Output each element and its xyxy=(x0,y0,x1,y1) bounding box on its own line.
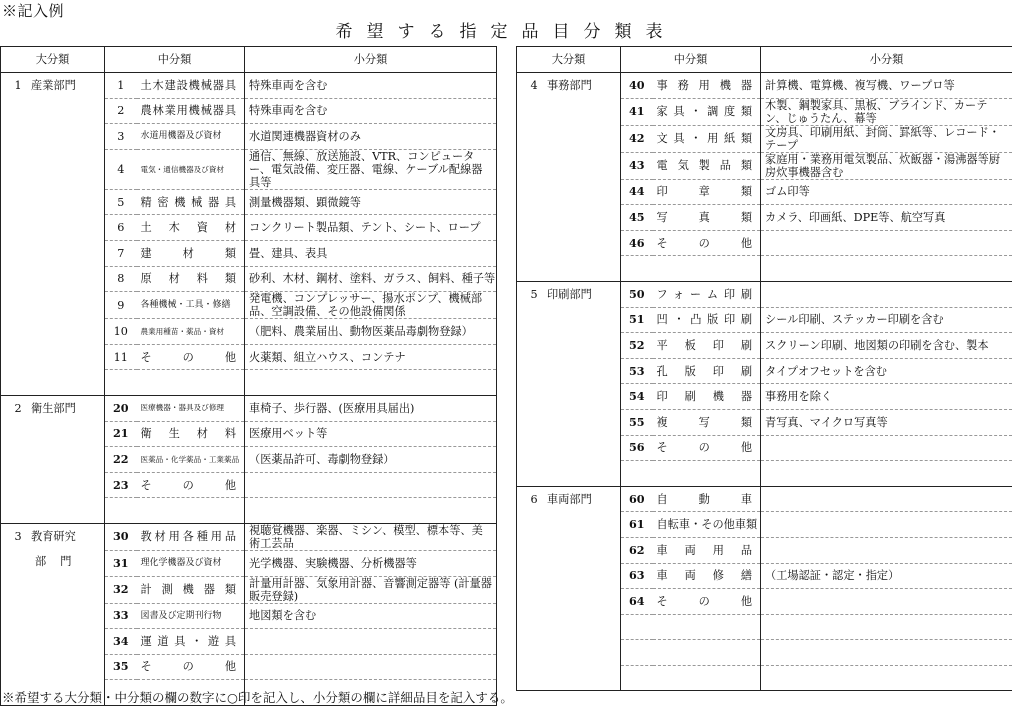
mid-category-number: 42 xyxy=(621,125,653,152)
sub-category-detail: 火薬類、組立ハウス、コンテナ xyxy=(245,344,497,370)
big-category-cell xyxy=(517,486,621,691)
mid-category-number: 45 xyxy=(621,205,653,231)
sub-category-detail xyxy=(761,435,1012,461)
mid-category-label: 電気・通信機器及び資材 xyxy=(141,165,241,175)
mid-category-name xyxy=(137,472,245,498)
mid-category-number: 61 xyxy=(621,512,653,538)
sub-category-detail: 地図類を含む xyxy=(245,603,497,629)
mid-category-name xyxy=(137,189,245,215)
mid-category-number xyxy=(105,498,137,524)
mid-category-name xyxy=(137,550,245,576)
big-category-number: 4 xyxy=(521,79,547,92)
mid-category-name xyxy=(653,333,761,359)
mid-category-label: 計測機器類 xyxy=(141,583,241,596)
sub-category-detail xyxy=(761,281,1012,307)
mid-category-label: 精密機械器具 xyxy=(141,196,241,209)
mid-category-number: 31 xyxy=(105,550,137,576)
mid-category-name xyxy=(653,205,761,231)
mid-category-number: 53 xyxy=(621,358,653,384)
mid-category-number: 41 xyxy=(621,98,653,125)
sub-category-detail: 家庭用・業務用電気製品、炊飯器・湯沸器等厨房炊事機器含む xyxy=(761,152,1012,179)
sub-category-detail xyxy=(761,665,1012,691)
sub-category-detail xyxy=(245,498,497,524)
mid-category-name xyxy=(653,409,761,435)
sub-category-detail xyxy=(761,537,1012,563)
big-category-name: 車両部門 xyxy=(547,493,592,506)
mid-category-name xyxy=(653,281,761,307)
mid-category-number: 34 xyxy=(105,629,137,655)
big-category-number: 6 xyxy=(521,493,547,506)
big-category-name-line2: 部門 xyxy=(5,555,100,568)
mid-category-number: 56 xyxy=(621,435,653,461)
mid-category-name xyxy=(137,576,245,603)
sub-category-detail: 特殊車両を含む xyxy=(245,98,497,124)
mid-category-label: 農業用種苗・薬品・資材 xyxy=(141,327,241,337)
mid-category-name xyxy=(653,589,761,615)
mid-category-number: 40 xyxy=(621,73,653,99)
mid-category-name xyxy=(137,523,245,550)
mid-category-label: 図書及び定期刊行物 xyxy=(141,611,241,621)
mid-category-label: 印刷機器 xyxy=(657,390,757,403)
sub-category-detail: スクリーン印刷、地図類の印刷を含む、製本 xyxy=(761,333,1012,359)
mid-category-number: 6 xyxy=(105,215,137,241)
sub-category-detail: 計量用計器、気象用計器、音響測定器等 (計量器販売登録) xyxy=(245,576,497,603)
mid-category-number: 55 xyxy=(621,409,653,435)
mid-category-number xyxy=(621,461,653,487)
mid-category-name xyxy=(137,603,245,629)
sub-category-detail: シール印刷、ステッカー印刷を含む xyxy=(761,307,1012,333)
mid-category-label: その他 xyxy=(141,660,241,673)
mid-category-label: フォーム印刷 xyxy=(657,288,757,301)
mid-category-name xyxy=(137,498,245,524)
sub-category-detail: 畳、建具、表具 xyxy=(245,240,497,266)
sub-category-detail xyxy=(761,614,1012,640)
classification-table-left xyxy=(0,46,497,706)
mid-category-label: 自転車・その他車類 xyxy=(657,518,758,531)
sub-category-detail: 医療用ベット等 xyxy=(245,421,497,447)
big-category-cell xyxy=(517,281,621,486)
mid-category-number: 33 xyxy=(105,603,137,629)
table-row xyxy=(1,395,497,421)
mid-category-number: 11 xyxy=(105,344,137,370)
mid-category-name xyxy=(653,98,761,125)
mid-category-name xyxy=(653,435,761,461)
mid-category-name xyxy=(653,125,761,152)
mid-category-number: 43 xyxy=(621,152,653,179)
table-row xyxy=(1,523,497,550)
page-title: 希望する指定品目分類表 xyxy=(0,17,1012,42)
sub-category-detail: 砂利、木材、鋼材、塗料、ガラス、飼料、種子等 xyxy=(245,266,497,292)
footnote: ※希望する大分類・中分類の欄の数字に○印を記入し、小分類の欄に詳細品目を記入する。 xyxy=(2,688,513,706)
mid-category-label: 凹・凸版印刷 xyxy=(657,313,757,326)
sub-category-detail: 計算機、電算機、複写機、ワープロ等 xyxy=(761,73,1012,99)
table-row xyxy=(1,73,497,99)
mid-category-number: 30 xyxy=(105,523,137,550)
sub-category-detail: （医薬品許可、毒劇物登録） xyxy=(245,447,497,473)
sub-category-detail xyxy=(761,486,1012,512)
sub-category-detail: カメラ、印画紙、DPE等、航空写真 xyxy=(761,205,1012,231)
big-category-name: 衛生部門 xyxy=(31,402,76,415)
sub-category-detail xyxy=(245,472,497,498)
big-category-number: 5 xyxy=(521,288,547,301)
mid-category-label: 複写類 xyxy=(657,416,757,429)
mid-category-number: 22 xyxy=(105,447,137,473)
mid-category-label: 原材料類 xyxy=(141,272,241,285)
mid-category-number: 9 xyxy=(105,292,137,319)
big-category-number: 1 xyxy=(5,79,31,92)
sub-category-detail: 特殊車両を含む xyxy=(245,73,497,99)
mid-category-name xyxy=(653,461,761,487)
mid-category-label: 建材類 xyxy=(141,247,241,260)
mid-category-label: その他 xyxy=(657,595,757,608)
mid-category-number: 63 xyxy=(621,563,653,589)
mid-category-number xyxy=(621,614,653,640)
mid-category-label: 水道用機器及び資材 xyxy=(141,131,241,141)
sub-category-detail xyxy=(761,512,1012,538)
mid-category-label: 農林業用機械器具 xyxy=(141,104,241,117)
mid-category-number: 50 xyxy=(621,281,653,307)
mid-category-number: 7 xyxy=(105,240,137,266)
header-sub: 小分類 xyxy=(761,47,1012,73)
mid-category-number: 21 xyxy=(105,421,137,447)
mid-category-number: 35 xyxy=(105,654,137,680)
mid-category-name xyxy=(653,358,761,384)
mid-category-label: 自動車 xyxy=(657,493,757,506)
mid-category-number: 8 xyxy=(105,266,137,292)
mid-category-name xyxy=(137,319,245,345)
mid-category-name xyxy=(653,152,761,179)
mid-category-name xyxy=(653,537,761,563)
mid-category-number: 44 xyxy=(621,179,653,205)
big-category-number: 2 xyxy=(5,402,31,415)
mid-category-name xyxy=(137,124,245,150)
sub-category-detail: 通信、無線、放送施設、VTR、コンピューター、電気設備、変圧器、電線、ケーブル配線器具等 xyxy=(245,149,497,189)
sub-category-detail: 車椅子、歩行器、(医療用具届出) xyxy=(245,395,497,421)
mid-category-number: 46 xyxy=(621,230,653,256)
sub-category-detail: コンクリート製品類、テント、シート、ロープ xyxy=(245,215,497,241)
mid-category-number: 60 xyxy=(621,486,653,512)
table-row xyxy=(517,73,1012,99)
header-big: 大分類 xyxy=(517,47,621,73)
mid-category-name xyxy=(137,240,245,266)
table-row xyxy=(517,281,1012,307)
classification-table-right xyxy=(516,46,1012,691)
mid-category-name xyxy=(137,215,245,241)
mid-category-name xyxy=(653,179,761,205)
sub-category-detail: 視聴覚機器、楽器、ミシン、模型、標本等、美術工芸品 xyxy=(245,523,497,550)
mid-category-number: 23 xyxy=(105,472,137,498)
mid-category-name xyxy=(653,307,761,333)
mid-category-name xyxy=(137,266,245,292)
big-category-cell xyxy=(1,395,105,523)
mid-category-number: 4 xyxy=(105,149,137,189)
mid-category-label: 文具・用紙類 xyxy=(657,132,757,145)
mid-category-label: その他 xyxy=(657,441,757,454)
big-category-number: 3 xyxy=(5,530,31,543)
mid-category-name xyxy=(653,256,761,282)
header-big: 大分類 xyxy=(1,47,105,73)
big-category-name: 産業部門 xyxy=(31,79,76,92)
mid-category-number: 51 xyxy=(621,307,653,333)
sub-category-detail xyxy=(761,461,1012,487)
mid-category-label: 事務用機器 xyxy=(657,79,757,92)
mid-category-number: 64 xyxy=(621,589,653,615)
mid-category-label: 土木資材 xyxy=(141,221,241,234)
header-sub: 小分類 xyxy=(245,47,497,73)
mid-category-number xyxy=(105,370,137,396)
mid-category-label: その他 xyxy=(657,237,757,250)
sub-category-detail: 光学機器、実験機器、分析機器等 xyxy=(245,550,497,576)
big-category-name: 事務部門 xyxy=(547,79,592,92)
mid-category-name xyxy=(137,73,245,99)
mid-category-name xyxy=(653,486,761,512)
big-category-cell xyxy=(1,523,105,705)
mid-category-label: 孔版印刷 xyxy=(657,365,757,378)
mid-category-name xyxy=(137,370,245,396)
sub-category-detail: 木製、鋼製家具、黒板、ブラインド、カーテン、じゅうたん、幕等 xyxy=(761,98,1012,125)
sub-category-detail: 測量機器類、顕微鏡等 xyxy=(245,189,497,215)
mid-category-name xyxy=(137,629,245,655)
mid-category-name xyxy=(653,230,761,256)
big-category-cell xyxy=(1,73,105,396)
big-category-name: 教育研究 xyxy=(31,530,76,543)
mid-category-name xyxy=(653,640,761,666)
sub-category-detail: 発電機、コンプレッサー、揚水ポンプ、機械部品、空調設備、その他設備関係 xyxy=(245,292,497,319)
sub-category-detail: （工場認証・認定・指定） xyxy=(761,563,1012,589)
mid-category-label: その他 xyxy=(141,479,241,492)
mid-category-name xyxy=(137,292,245,319)
mid-category-number: 2 xyxy=(105,98,137,124)
mid-category-label: 各種機械・工具・修繕 xyxy=(141,300,241,310)
mid-category-label: 電気製品類 xyxy=(657,159,757,172)
mid-category-name xyxy=(653,384,761,410)
mid-category-name xyxy=(653,73,761,99)
sub-category-detail: タイプオフセットを含む xyxy=(761,358,1012,384)
sub-category-detail xyxy=(761,589,1012,615)
mid-category-label: 家具・調度類 xyxy=(657,105,757,118)
sub-category-detail: 文房具、印刷用紙、封筒、罫紙等、レコード・テープ xyxy=(761,125,1012,152)
mid-category-name xyxy=(137,149,245,189)
mid-category-label: 運道具・遊具 xyxy=(141,635,241,648)
sub-category-detail xyxy=(245,629,497,655)
mid-category-label: 土木建設機械器具 xyxy=(141,79,241,92)
mid-category-number: 54 xyxy=(621,384,653,410)
mid-category-name xyxy=(137,421,245,447)
header-mid: 中分類 xyxy=(621,47,761,73)
header-mid: 中分類 xyxy=(105,47,245,73)
sub-category-detail xyxy=(761,640,1012,666)
mid-category-label: 教材用各種用品 xyxy=(141,530,241,543)
mid-category-number: 62 xyxy=(621,537,653,563)
sub-category-detail: ゴム印等 xyxy=(761,179,1012,205)
mid-category-label: 衛生材料 xyxy=(141,427,241,440)
mid-category-number: 5 xyxy=(105,189,137,215)
mid-category-name xyxy=(653,512,761,538)
sub-category-detail xyxy=(761,230,1012,256)
mid-category-label: 医薬品・化学薬品・工業薬品 xyxy=(141,455,241,465)
mid-category-label: 平板印刷 xyxy=(657,339,757,352)
mid-category-number: 52 xyxy=(621,333,653,359)
mid-category-number: 10 xyxy=(105,319,137,345)
mid-category-number xyxy=(621,640,653,666)
mid-category-name xyxy=(137,395,245,421)
sub-category-detail xyxy=(245,654,497,680)
mid-category-number: 1 xyxy=(105,73,137,99)
table-row xyxy=(517,486,1012,512)
example-mark: ※記入例 xyxy=(2,0,64,21)
big-category-cell xyxy=(517,73,621,282)
mid-category-name xyxy=(653,563,761,589)
sub-category-detail xyxy=(245,370,497,396)
mid-category-label: 医療機器・器具及び修理 xyxy=(141,403,241,413)
mid-category-label: 印章類 xyxy=(657,185,757,198)
sub-category-detail xyxy=(761,256,1012,282)
mid-category-name xyxy=(137,98,245,124)
mid-category-name xyxy=(653,614,761,640)
mid-category-name xyxy=(137,654,245,680)
mid-category-label: 車両修繕 xyxy=(657,569,757,582)
mid-category-number: 32 xyxy=(105,576,137,603)
mid-category-number xyxy=(621,256,653,282)
mid-category-label: 理化学機器及び資材 xyxy=(141,558,241,568)
mid-category-number: 20 xyxy=(105,395,137,421)
mid-category-number xyxy=(621,665,653,691)
sub-category-detail: （肥料、農業届出、動物医薬品毒劇物登録） xyxy=(245,319,497,345)
sub-category-detail: 水道関連機器資材のみ xyxy=(245,124,497,150)
mid-category-name xyxy=(653,665,761,691)
big-category-name: 印刷部門 xyxy=(547,288,592,301)
sub-category-detail: 事務用を除く xyxy=(761,384,1012,410)
mid-category-label: その他 xyxy=(141,351,241,364)
mid-category-name xyxy=(137,447,245,473)
mid-category-label: 車両用品 xyxy=(657,544,757,557)
mid-category-name xyxy=(137,344,245,370)
mid-category-label: 写真類 xyxy=(657,211,757,224)
mid-category-number: 3 xyxy=(105,124,137,150)
sub-category-detail: 青写真、マイクロ写真等 xyxy=(761,409,1012,435)
